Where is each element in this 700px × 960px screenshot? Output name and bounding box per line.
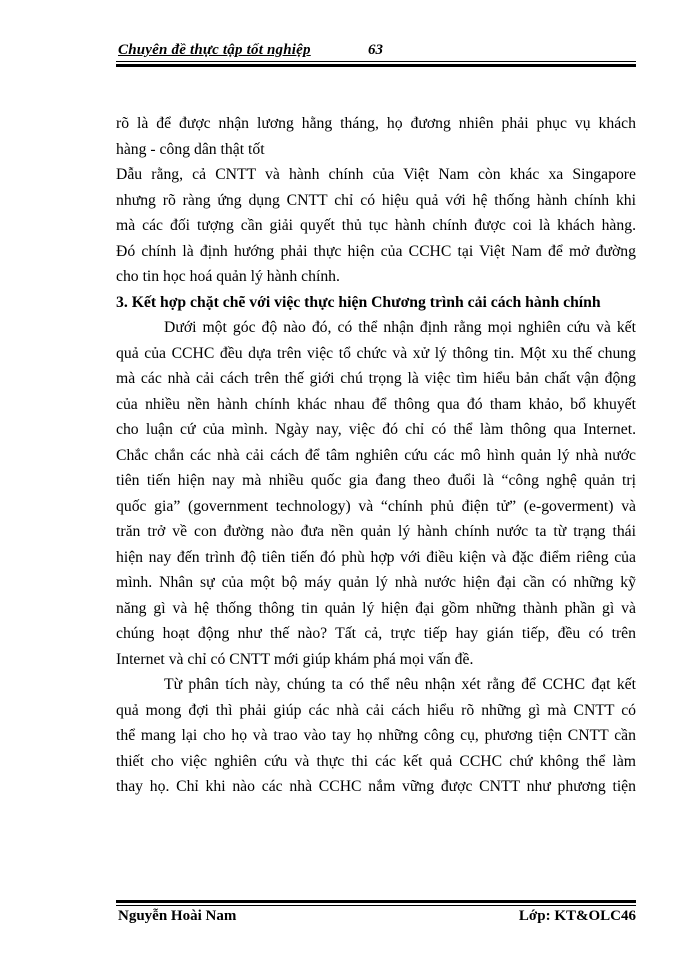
text-line: năng gì và hệ thống thông tin quản lý hiện đại gồm những thành phần gì và	[116, 599, 636, 617]
text-line: rõ là để được nhận lương hằng tháng, họ đương nhiên phải phục vụ khách	[116, 115, 636, 132]
text-line: thiết cho việc nghiên cứu và thực thi các kết quả CCHC chứ không thể làm	[116, 752, 636, 770]
text-line: mà các đối tượng cần giải quyết thủ tục hành chính được coi là khách hàng.	[116, 217, 636, 234]
footer-rule-thick	[116, 900, 636, 903]
text-line: tiên tiến hiện nay mà nhiều quốc gia đang theo đuổi là “công nghệ quản trị	[116, 472, 636, 489]
text-line: cho tin học hoá quản lý hành chính.	[116, 268, 340, 285]
section-heading: 3. Kết hợp chặt chẽ với việc thực hiện Chương trình cải cách hành chính	[116, 293, 601, 311]
class-label: Lớp: KT&OLC46	[518, 908, 636, 924]
text-line: quốc gia” (government technology) và “chính phủ điện tử” (e-goverment) và	[116, 497, 636, 515]
footer-rule-thin	[116, 905, 636, 906]
text-line: của nhiều nền hành chính khác nhau để thông qua đó tham khảo, bổ khuyết	[116, 395, 636, 413]
text-line: nhưng rõ ràng ứng dụng CNTT chỉ có hiệu quả với hệ thống hành chính khi	[116, 191, 636, 209]
text-line: thể mang lại cho họ và trao vào tay họ những công cụ, phương tiện CNTT cần	[116, 727, 636, 744]
text-line: Chắc chắn các nhà cải cách để tâm nghiên cứu các mô hình quản lý nhà nước	[116, 446, 636, 464]
body-text	[116, 111, 636, 800]
text-line: trăn trở về con đường nào đưa nền quản lý hành chính nước ta từ trạng thái	[116, 523, 636, 540]
header-rule-thick	[116, 64, 636, 67]
page-number: 63	[368, 42, 383, 58]
text-line: chúng hoạt động như thế nào? Tất cả, trực tiếp hay gián tiếp, đều có trên	[116, 625, 636, 642]
text-line: Dẫu rằng, cả CNTT và hành chính của Việt Nam còn khác xa Singapore	[116, 166, 636, 183]
header-rule-thin	[116, 61, 636, 62]
text-line: hàng - công dân thật tốt	[116, 140, 265, 158]
text-line: cho luận cứ của mình. Ngày nay, việc đó chỉ có thể làm thông qua Internet.	[116, 421, 636, 438]
text-line: Dưới một góc độ nào đó, có thể nhận định rằng mọi nghiên cứu và kết	[164, 319, 636, 336]
document-title: Chuyên đề thực tập tốt nghiệp	[118, 42, 311, 58]
text-line: quả mong đợi thì phải giúp các nhà cải cách hiểu rõ những gì mà CNTT có	[116, 701, 636, 719]
text-line: Từ phân tích này, chúng ta có thể nêu nhận xét rằng để CCHC đạt kết	[164, 676, 636, 693]
text-line: mình. Nhân sự của một bộ máy quản lý nhà nước hiện đại cần có những kỹ	[116, 574, 636, 591]
text-line: quả của CCHC đều dựa trên việc tổ chức và xử lý thông tin. Một xu thế chung	[116, 344, 636, 362]
text-line: Đó chính là định hướng phải thực hiện của CCHC tại Việt Nam để mở đường	[116, 242, 636, 260]
author-name: Nguyễn Hoài Nam	[118, 908, 237, 924]
text-line: Internet và chỉ có CNTT mới giúp khám phá mọi vấn đề.	[116, 650, 474, 668]
text-line: mà các nhà cải cách trên thế giới chú trọng là việc tìm hiểu bản chất vận động	[116, 370, 636, 387]
text-line: thay họ. Chỉ khi nào các nhà CCHC nắm vững được CNTT như phương tiện	[116, 778, 636, 795]
page-footer	[116, 900, 636, 930]
page-header	[116, 40, 636, 64]
text-line: hiện nay đến trình độ tiên tiến đó phù hợp với điều kiện và đặc điểm riêng của	[116, 548, 636, 566]
